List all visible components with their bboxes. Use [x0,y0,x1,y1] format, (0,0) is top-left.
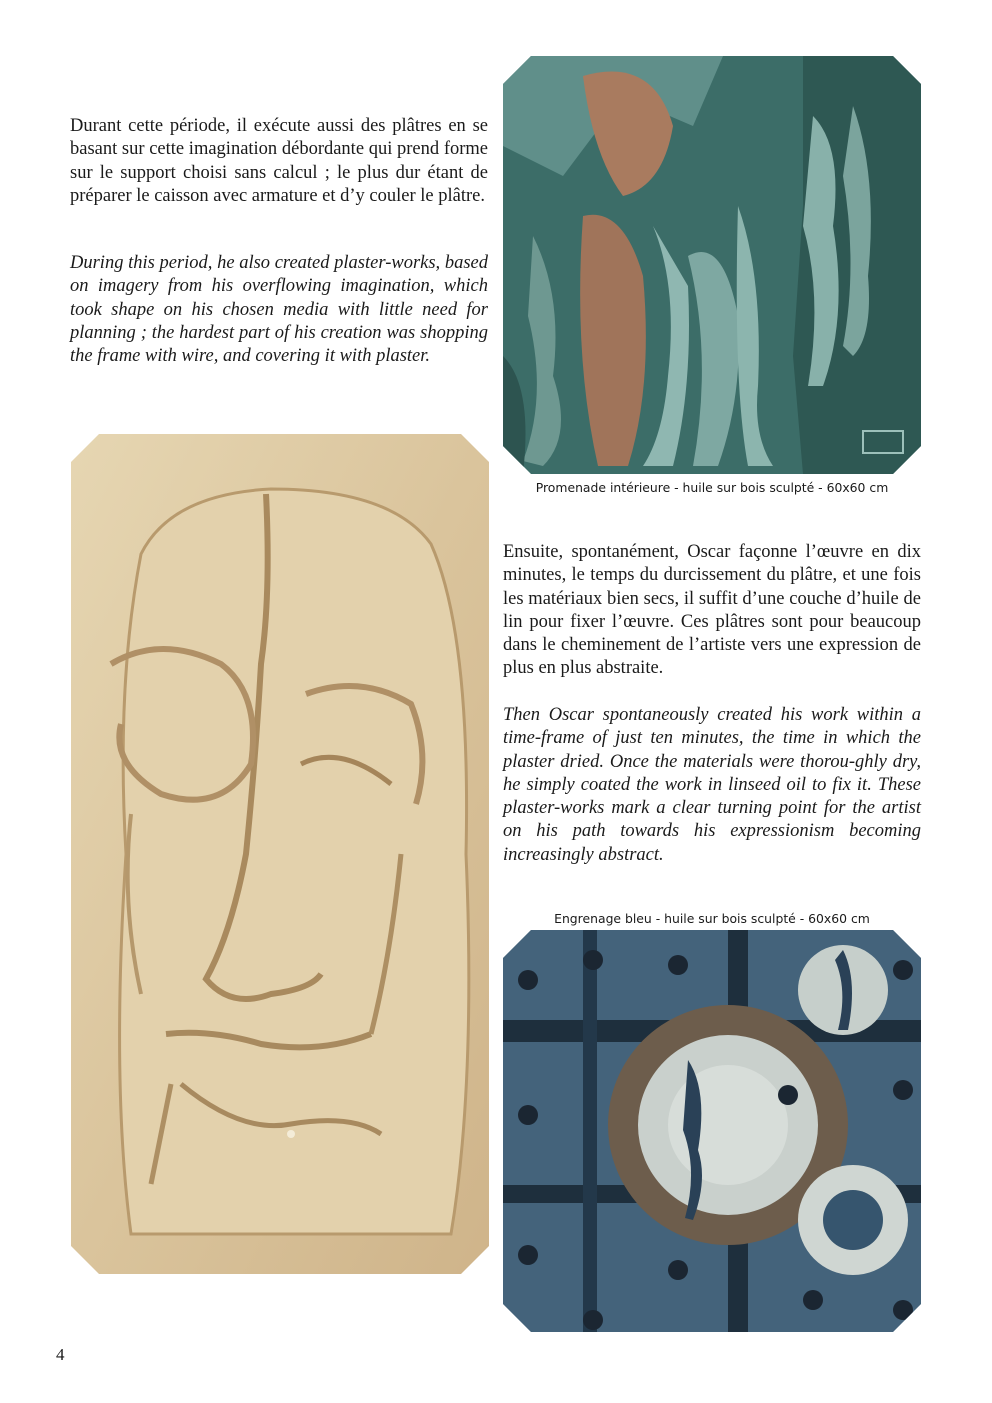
paragraph-en-2: Then Oscar spontaneously created his work within a time-frame of just ten minutes, the time in which the plaster dried. Once the materials were thorou-ghly dry, he simply coated the work in linseed oil to fix it. These plaster-works mark a clear turning point for the artist on his path towards his expressionism becoming increasingly abstract. [503,705,921,865]
artwork-plaster-face-relief [71,434,489,1274]
caption-engrenage: Engrenage bleu - huile sur bois sculpté - 60x60 cm [554,911,870,926]
artwork-engrenage-bleu [503,930,921,1332]
artwork-promenade-interieure [503,56,921,474]
paragraph-en-1: During this period, he also created plaster-works, based on imagery from his overflowing imagination, which took shape on his chosen media with little need for planning ; the hardest part of his creation was shopping the frame with wire, and covering it with plaster. [70,253,488,367]
paragraph-fr-2: Ensuite, spontanément, Oscar façonne l’œuvre en dix minutes, le temps du durcissement du plâtre, et une fois les matériaux bien secs, il suffit d’une couche d’huile de lin pour fixer l’œuvre. Ces plâtres sont pour beaucoup dans le cheminement de l’artiste vers une expression de plus en plus abstraite. [503,542,921,679]
caption-promenade: Promenade intérieure - huile sur bois sculpté - 60x60 cm [535,480,889,495]
page-number: 4 [56,1345,65,1364]
paragraph-fr-1: Durant cette période, il exécute aussi des plâtres en se basant sur cette imagination débordante qui prend forme sur le support choisi sans calcul ; le plus dur étant de préparer le caisson avec armature et d’y couler le plâtre. [70,116,488,206]
